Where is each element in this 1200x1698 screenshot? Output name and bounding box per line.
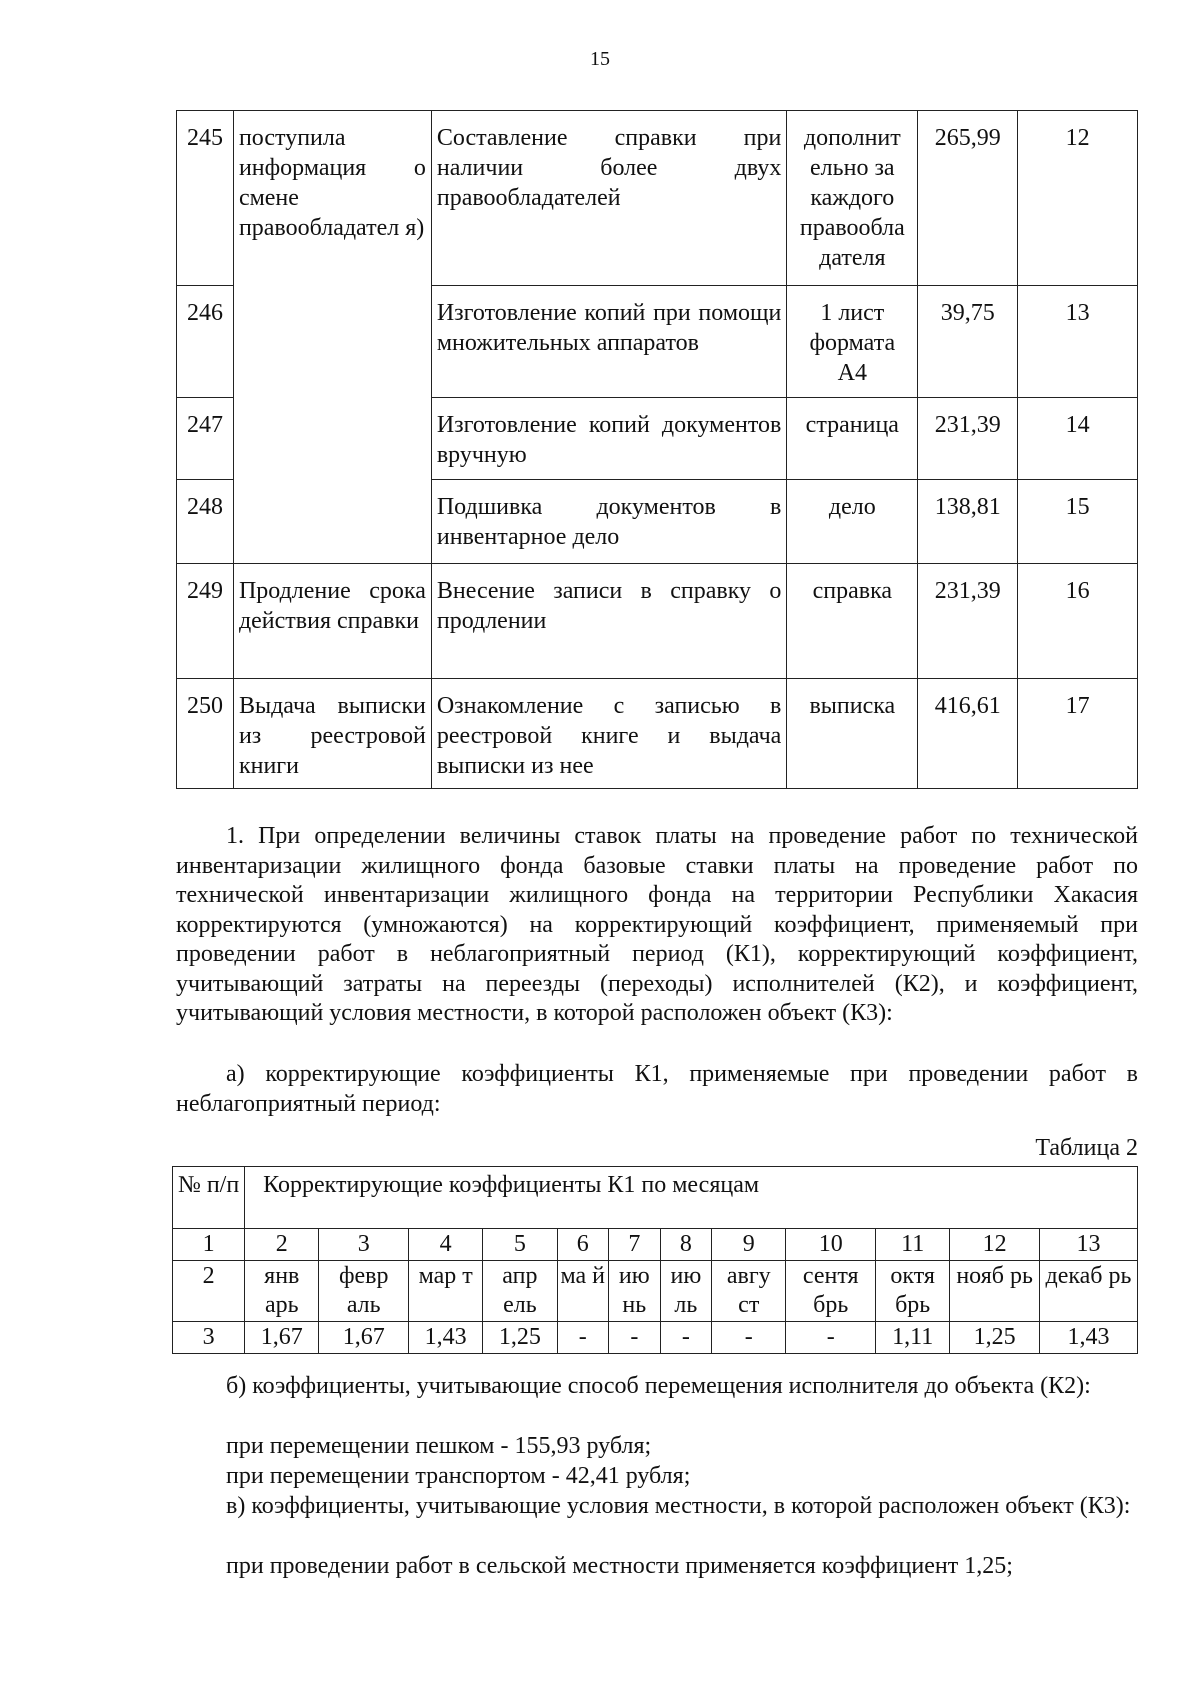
- price-value: 138,81: [918, 480, 1018, 564]
- k1-coefficients-table: [172, 1166, 1138, 1354]
- table-cell: 1,11: [876, 1322, 950, 1354]
- work-description: Изготовление копий при помощи множительных аппаратов: [431, 286, 787, 398]
- work-description: Подшивка документов в инвентарное дело: [431, 480, 787, 564]
- table-cell: 1,25: [483, 1322, 557, 1354]
- table-cell: 3: [319, 1229, 409, 1261]
- column-index: 16: [1018, 564, 1138, 679]
- paragraph-transport: при перемещении транспортом - 42,41 рубля;: [226, 1463, 691, 1489]
- price-value: 231,39: [918, 398, 1018, 480]
- unit-of-measure: выписка: [787, 679, 918, 789]
- row-number: 248: [177, 480, 234, 564]
- table-cell: 9: [712, 1229, 786, 1261]
- service-name-continued: [233, 286, 431, 398]
- table-cell: сентя брь: [786, 1261, 876, 1322]
- table-cell: 7: [609, 1229, 661, 1261]
- work-description: Изготовление копий документов вручную: [431, 398, 787, 480]
- unit-of-measure: дополнит ельно за каждого правообла дателя: [787, 111, 918, 286]
- table-row: [173, 1229, 1138, 1261]
- page-number: 15: [590, 48, 610, 70]
- service-name-continued: [233, 398, 431, 480]
- column-index: 15: [1018, 480, 1138, 564]
- row-number: 3: [173, 1322, 245, 1354]
- unit-of-measure: дело: [787, 480, 918, 564]
- work-description: Составление справки при наличии более двух правообладателей: [431, 111, 787, 286]
- table-cell: янв арь: [245, 1261, 319, 1322]
- paragraph-k3: в) коэффициенты, учитывающие условия местности, в которой расположен объект (К3):: [226, 1493, 1131, 1519]
- paragraph-k1: а) корректирующие коэффициенты К1, применяемые при проведении работ в неблагоприятный период:: [176, 1061, 1138, 1117]
- price-value: 265,99: [918, 111, 1018, 286]
- table-cell: ию ль: [660, 1261, 712, 1322]
- column-index: 14: [1018, 398, 1138, 480]
- table-cell: -: [712, 1322, 786, 1354]
- table-cell: ию нь: [609, 1261, 661, 1322]
- work-description: Внесение записи в справку о продлении: [431, 564, 787, 679]
- paragraph-walking: при перемещении пешком - 155,93 рубля;: [226, 1433, 652, 1459]
- price-value: 416,61: [918, 679, 1018, 789]
- table-caption: Таблица 2: [1035, 1135, 1138, 1161]
- paragraph-intro: 1. При определении величины ставок платы на проведение работ по технической инвентаризации жилищного фонда базовые ставки платы на проведение работ по технической инвентаризации жилищного фонда на территории Республики Хакасия корректируются (умножаются) на корректирующий коэффициент, применяемый при проведении работ в неблагоприятный период (К1), корректирующий коэффициент, учитывающий затраты на переезды (переходы) исполнителей (К2), и коэффициент, учитывающий условия местности, в которой расположен объект (К3):: [176, 823, 1138, 1026]
- service-name: Выдача выписки из реестровой книги: [233, 679, 431, 789]
- table-cell: ма й: [557, 1261, 609, 1322]
- table-row: [177, 564, 1138, 679]
- table-cell: -: [786, 1322, 876, 1354]
- row-number: 247: [177, 398, 234, 480]
- column-index: 13: [1018, 286, 1138, 398]
- row-number: 1: [173, 1229, 245, 1261]
- table-cell: 1,67: [319, 1322, 409, 1354]
- table-cell: 13: [1039, 1229, 1137, 1261]
- table-cell: 6: [557, 1229, 609, 1261]
- table-row: [177, 111, 1138, 286]
- service-name: Продление срока действия справки: [233, 564, 431, 679]
- table-row: [177, 480, 1138, 564]
- table-cell: 5: [483, 1229, 557, 1261]
- unit-of-measure: страница: [787, 398, 918, 480]
- table-cell: 12: [950, 1229, 1040, 1261]
- row-number: 246: [177, 286, 234, 398]
- table-row: [177, 286, 1138, 398]
- header-number: № п/п: [173, 1167, 245, 1229]
- table-cell: авгу ст: [712, 1261, 786, 1322]
- price-value: 231,39: [918, 564, 1018, 679]
- paragraph-k2: б) коэффициенты, учитывающие способ перемещения исполнителя до объекта (К2):: [226, 1373, 1091, 1399]
- paragraph-rural: при проведении работ в сельской местности применяется коэффициент 1,25;: [226, 1553, 1013, 1579]
- table-cell: 10: [786, 1229, 876, 1261]
- header-title: Корректирующие коэффициенты К1 по месяцам: [245, 1167, 1138, 1229]
- row-number: 249: [177, 564, 234, 679]
- table-header-row: [173, 1167, 1138, 1229]
- work-description: Ознакомление с записью в реестровой книге и выдача выписки из нее: [431, 679, 787, 789]
- table-row: [173, 1322, 1138, 1354]
- service-name: поступила информация о смене правообладател я): [233, 111, 431, 286]
- table-cell: 1,67: [245, 1322, 319, 1354]
- table-cell: октя брь: [876, 1261, 950, 1322]
- table-cell: -: [609, 1322, 661, 1354]
- table-cell: -: [660, 1322, 712, 1354]
- table-row: [177, 679, 1138, 789]
- row-number: 2: [173, 1261, 245, 1322]
- table-cell: 1,25: [950, 1322, 1040, 1354]
- table-cell: апр ель: [483, 1261, 557, 1322]
- unit-of-measure: 1 лист формата А4: [787, 286, 918, 398]
- service-name-continued: [233, 480, 431, 564]
- column-index: 17: [1018, 679, 1138, 789]
- table-cell: 1,43: [1039, 1322, 1137, 1354]
- row-number: 245: [177, 111, 234, 286]
- table-cell: мар т: [409, 1261, 483, 1322]
- table-cell: 11: [876, 1229, 950, 1261]
- row-number: 250: [177, 679, 234, 789]
- table-row: [177, 398, 1138, 480]
- rates-table: [176, 110, 1138, 789]
- table-cell: -: [557, 1322, 609, 1354]
- table-cell: декаб рь: [1039, 1261, 1137, 1322]
- table-cell: февр аль: [319, 1261, 409, 1322]
- table-cell: 1,43: [409, 1322, 483, 1354]
- table-cell: нояб рь: [950, 1261, 1040, 1322]
- unit-of-measure: справка: [787, 564, 918, 679]
- price-value: 39,75: [918, 286, 1018, 398]
- column-index: 12: [1018, 111, 1138, 286]
- table-cell: 2: [245, 1229, 319, 1261]
- table-cell: 8: [660, 1229, 712, 1261]
- table-row: [173, 1261, 1138, 1322]
- table-cell: 4: [409, 1229, 483, 1261]
